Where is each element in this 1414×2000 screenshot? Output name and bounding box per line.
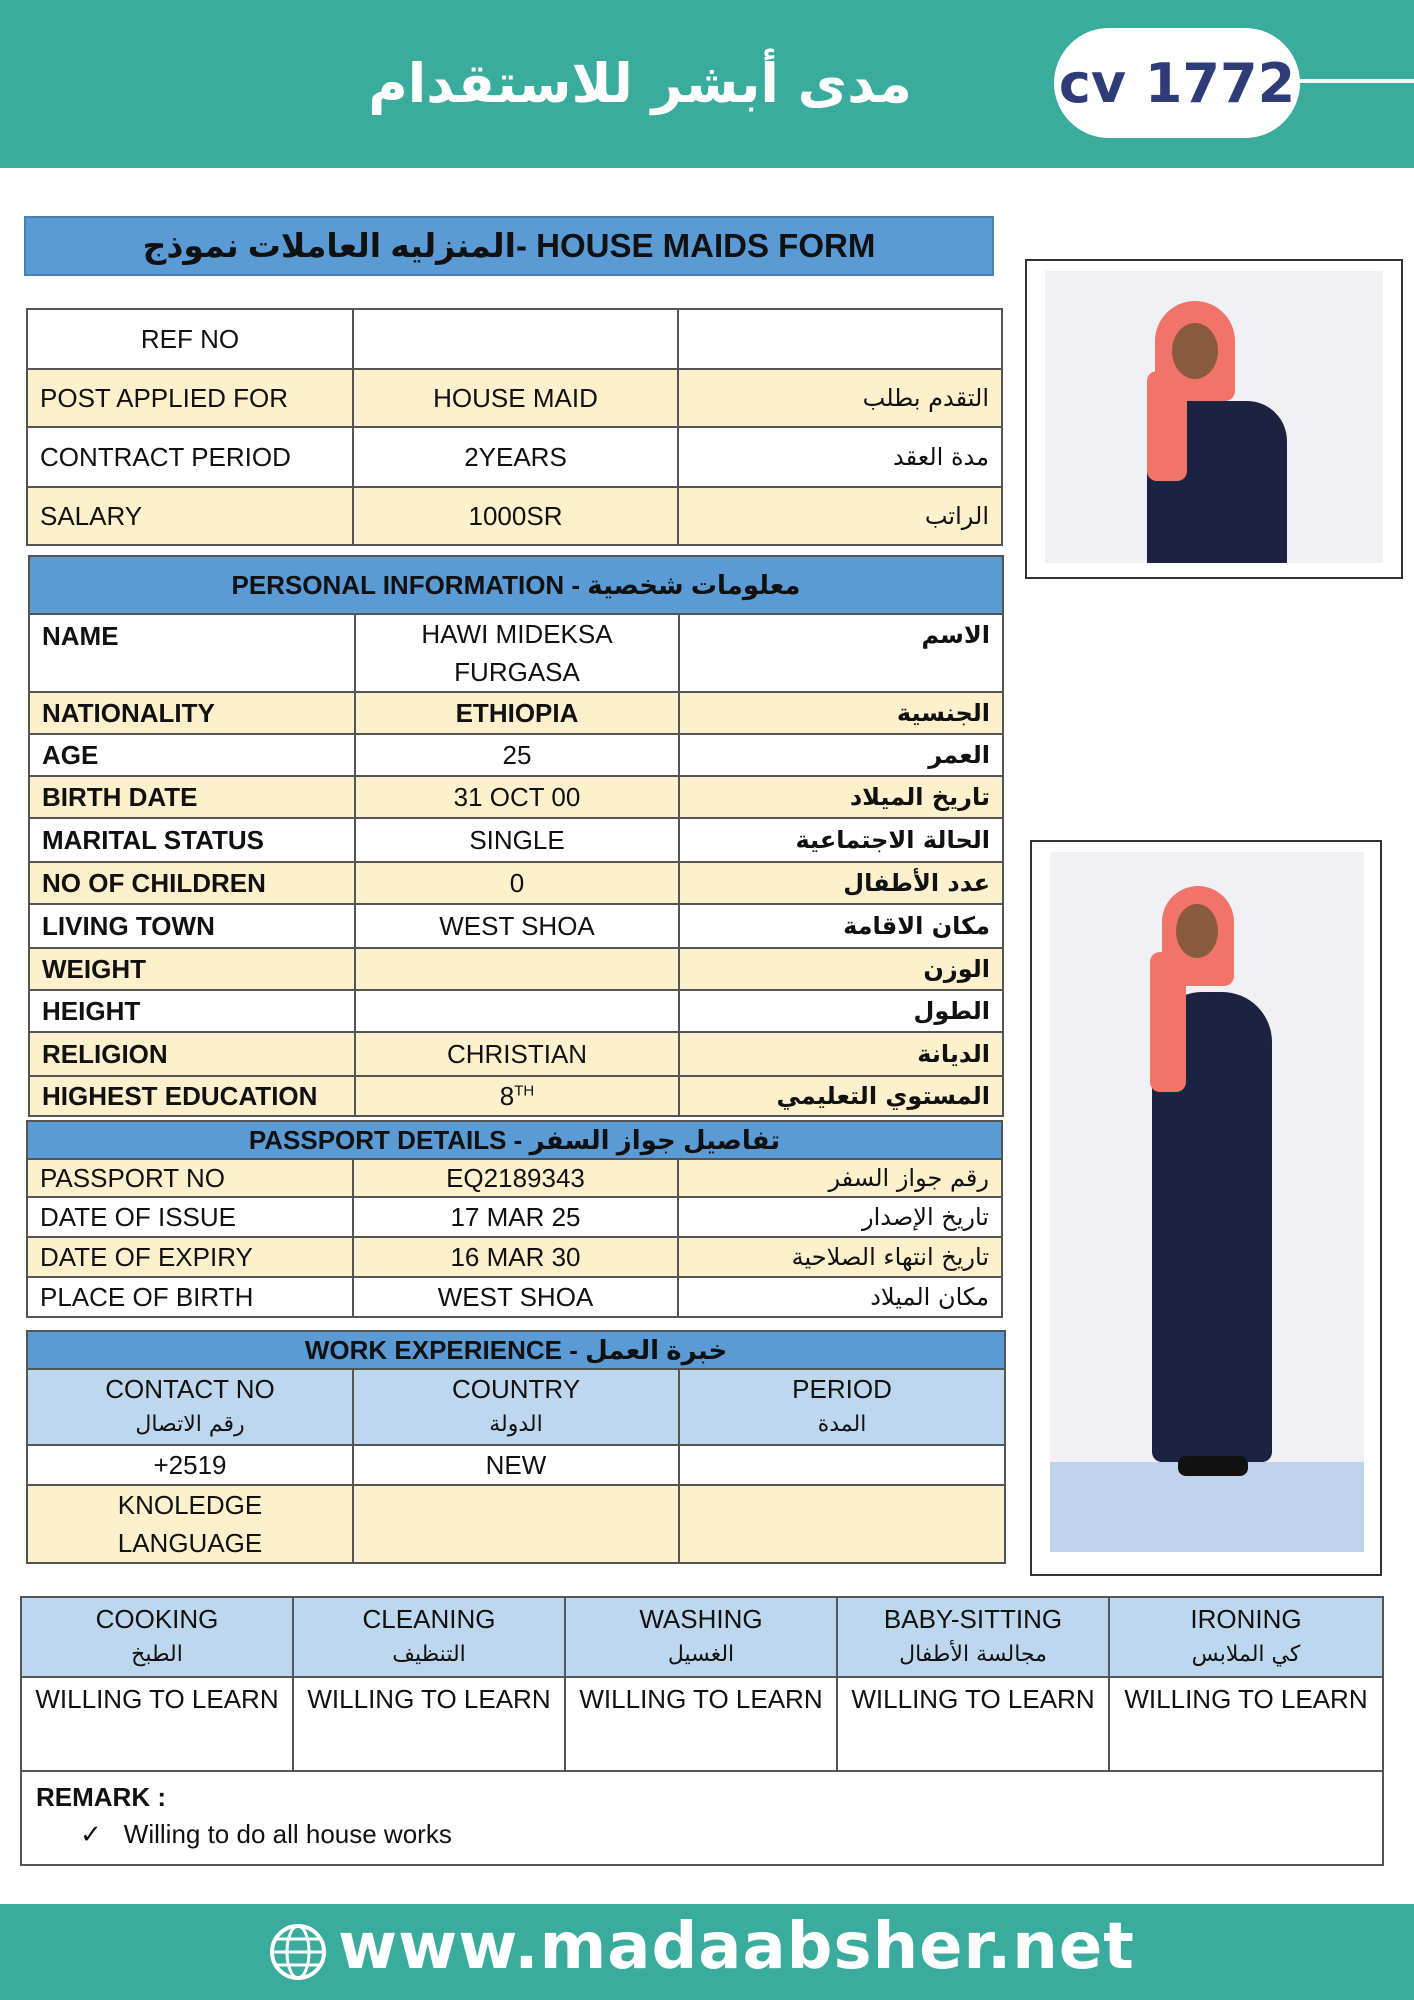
- job-details-table: [26, 308, 1003, 546]
- height-label: HEIGHT: [29, 990, 355, 1032]
- table-row: [21, 1771, 1383, 1865]
- country-label: COUNTRY: [451, 1374, 581, 1404]
- skill-babysitting-value: WILLING TO LEARN: [837, 1677, 1109, 1771]
- table-row: [27, 427, 1002, 487]
- website-link[interactable]: www.madaabsher.net: [338, 1910, 1135, 1984]
- form-title: المنزليه العاملات نموذج- HOUSE MAIDS FORM: [24, 216, 994, 276]
- skill-cooking-arabic: الطبخ: [131, 1642, 183, 1667]
- language-label: LANGUAGE: [117, 1528, 263, 1558]
- birth-date-arabic: تاريخ الميلاد: [679, 776, 1003, 818]
- place-of-birth-label: PLACE OF BIRTH: [27, 1277, 353, 1317]
- name-arabic: الاسم: [679, 614, 1003, 692]
- period-arabic: المدة: [817, 1412, 867, 1437]
- salary-arabic: الراتب: [678, 487, 1002, 545]
- cv-number-badge: cv 1772: [1054, 28, 1300, 138]
- period-header: [679, 1369, 1005, 1445]
- table-row: [27, 1369, 1005, 1445]
- height-value: [355, 990, 679, 1032]
- age-value: 25: [355, 734, 679, 776]
- portrait-face: [1172, 323, 1218, 379]
- globe-icon: [268, 1922, 328, 1982]
- issue-date-arabic: تاريخ الإصدار: [678, 1197, 1002, 1237]
- period-value: [679, 1445, 1005, 1485]
- post-applied-value: HOUSE MAID: [353, 369, 678, 427]
- table-row: [29, 948, 1003, 990]
- portrait-scarf-drape: [1147, 371, 1187, 481]
- living-town-label: LIVING TOWN: [29, 904, 355, 948]
- table-row: [27, 1331, 1005, 1369]
- education-value: [355, 1076, 679, 1116]
- skill-ironing-value: WILLING TO LEARN: [1109, 1677, 1383, 1771]
- marital-status-arabic: الحالة الاجتماعية: [679, 818, 1003, 862]
- country-arabic: الدولة: [489, 1412, 543, 1437]
- birth-date-label: BIRTH DATE: [29, 776, 355, 818]
- age-arabic: العمر: [679, 734, 1003, 776]
- table-row: [27, 487, 1002, 545]
- table-row: [27, 1445, 1005, 1485]
- weight-value: [355, 948, 679, 990]
- table-row: [29, 818, 1003, 862]
- table-row: [29, 1076, 1003, 1116]
- company-title: مدى أبشر للاستقدام: [368, 52, 912, 115]
- table-row: [27, 1277, 1002, 1317]
- personal-info-heading: PERSONAL INFORMATION - معلومات شخصية: [29, 556, 1003, 614]
- place-of-birth-value: WEST SHOA: [353, 1277, 678, 1317]
- skill-cleaning-label: CLEANING: [362, 1604, 496, 1634]
- education-arabic: المستوي التعليمي: [679, 1076, 1003, 1116]
- passport-table: [26, 1120, 1003, 1318]
- skill-cooking-value: WILLING TO LEARN: [21, 1677, 293, 1771]
- knowledge-label: KNOLEDGE: [117, 1490, 263, 1520]
- place-of-birth-arabic: مكان الميلاد: [678, 1277, 1002, 1317]
- birth-date-value: 31 OCT 00: [355, 776, 679, 818]
- age-label: AGE: [29, 734, 355, 776]
- remark-text: Willing to do all house works: [123, 1819, 452, 1849]
- header-divider-line: [1290, 79, 1414, 83]
- education-number: 8: [499, 1080, 515, 1111]
- table-row: [27, 369, 1002, 427]
- ref-no-value: [353, 309, 678, 369]
- salary-label: SALARY: [27, 487, 353, 545]
- contact-no-arabic: رقم الاتصال: [135, 1412, 245, 1437]
- contract-period-arabic: مدة العقد: [678, 427, 1002, 487]
- full-body-feet: [1178, 1456, 1248, 1476]
- table-row: [27, 1159, 1002, 1197]
- name-line-2: FURGASA: [454, 657, 580, 687]
- skill-babysitting-header: [837, 1597, 1109, 1677]
- expiry-date-arabic: تاريخ انتهاء الصلاحية: [678, 1237, 1002, 1277]
- issue-date-label: DATE OF ISSUE: [27, 1197, 353, 1237]
- religion-label: RELIGION: [29, 1032, 355, 1076]
- name-line-1: HAWI MIDEKSA: [421, 619, 613, 649]
- passport-no-arabic: رقم جواز السفر: [678, 1159, 1002, 1197]
- skill-washing-arabic: الغسيل: [667, 1642, 735, 1667]
- expiry-date-label: DATE OF EXPIRY: [27, 1237, 353, 1277]
- nationality-label: NATIONALITY: [29, 692, 355, 734]
- skills-table: [20, 1596, 1384, 1866]
- children-value: 0: [355, 862, 679, 904]
- checkmark-icon: ✓: [80, 1820, 102, 1850]
- post-applied-label: POST APPLIED FOR: [27, 369, 353, 427]
- name-label: NAME: [29, 614, 355, 692]
- table-row: [29, 990, 1003, 1032]
- ref-no-label: REF NO: [27, 309, 353, 369]
- country-value: NEW: [353, 1445, 679, 1485]
- skill-washing-label: WASHING: [639, 1604, 763, 1634]
- religion-value: CHRISTIAN: [355, 1032, 679, 1076]
- passport-no-label: PASSPORT NO: [27, 1159, 353, 1197]
- nationality-value: ETHIOPIA: [355, 692, 679, 734]
- education-suffix: TH: [514, 1081, 535, 1099]
- knowledge-language-cell: [27, 1485, 353, 1563]
- contact-no-header: [27, 1369, 353, 1445]
- living-town-arabic: مكان الاقامة: [679, 904, 1003, 948]
- skill-ironing-label: IRONING: [1190, 1604, 1302, 1634]
- skill-cooking-label: COOKING: [95, 1604, 219, 1634]
- height-arabic: الطول: [679, 990, 1003, 1032]
- table-row: [27, 309, 1002, 369]
- table-row: [27, 1237, 1002, 1277]
- name-value: [355, 614, 679, 692]
- skill-ironing-header: [1109, 1597, 1383, 1677]
- table-row: [29, 904, 1003, 948]
- country-header: [353, 1369, 679, 1445]
- contract-period-label: CONTRACT PERIOD: [27, 427, 353, 487]
- table-row: [29, 556, 1003, 614]
- skill-cleaning-header: [293, 1597, 565, 1677]
- table-row: [29, 692, 1003, 734]
- skill-ironing-arabic: كي الملابس: [1191, 1642, 1301, 1667]
- full-body-photo: [1030, 840, 1382, 1576]
- full-body-face: [1176, 904, 1218, 958]
- skill-cleaning-value: WILLING TO LEARN: [293, 1677, 565, 1771]
- weight-arabic: الوزن: [679, 948, 1003, 990]
- education-label: HIGHEST EDUCATION: [29, 1076, 355, 1116]
- weight-label: WEIGHT: [29, 948, 355, 990]
- table-row: [27, 1197, 1002, 1237]
- skill-babysitting-arabic: مجالسة الأطفال: [899, 1642, 1047, 1667]
- table-row: [29, 862, 1003, 904]
- table-row: [29, 1032, 1003, 1076]
- period-label: PERIOD: [792, 1374, 892, 1404]
- skill-washing-header: [565, 1597, 837, 1677]
- table-row: [27, 1485, 1005, 1563]
- knowledge-value: [353, 1485, 679, 1563]
- living-town-value: WEST SHOA: [355, 904, 679, 948]
- remark-label: REMARK :: [36, 1782, 166, 1812]
- marital-status-value: SINGLE: [355, 818, 679, 862]
- contact-value: +2519: [27, 1445, 353, 1485]
- nationality-arabic: الجنسية: [679, 692, 1003, 734]
- skill-cooking-header: [21, 1597, 293, 1677]
- table-row: [21, 1677, 1383, 1771]
- post-applied-arabic: التقدم بطلب: [678, 369, 1002, 427]
- table-row: [29, 614, 1003, 692]
- table-row: [27, 1121, 1002, 1159]
- ref-no-arabic: [678, 309, 1002, 369]
- children-arabic: عدد الأطفال: [679, 862, 1003, 904]
- remark-item: [36, 1819, 1368, 1850]
- religion-arabic: الديانة: [679, 1032, 1003, 1076]
- work-experience-heading: WORK EXPERIENCE - خبرة العمل: [27, 1331, 1005, 1369]
- issue-date-value: 17 MAR 25: [353, 1197, 678, 1237]
- portrait-photo: [1025, 259, 1403, 579]
- salary-value: 1000SR: [353, 487, 678, 545]
- contact-no-label: CONTACT NO: [105, 1374, 275, 1404]
- remark-cell: [21, 1771, 1383, 1865]
- personal-info-table: [28, 555, 1004, 1117]
- passport-heading: PASSPORT DETAILS - تفاصيل جواز السفر: [27, 1121, 1002, 1159]
- work-experience-table: [26, 1330, 1006, 1564]
- skill-cleaning-arabic: التنظيف: [392, 1642, 466, 1667]
- skill-washing-value: WILLING TO LEARN: [565, 1677, 837, 1771]
- passport-no-value: EQ2189343: [353, 1159, 678, 1197]
- table-row: [21, 1597, 1383, 1677]
- marital-status-label: MARITAL STATUS: [29, 818, 355, 862]
- table-row: [29, 776, 1003, 818]
- skill-babysitting-label: BABY-SITTING: [883, 1604, 1063, 1634]
- full-body-scarf-drape: [1150, 952, 1186, 1092]
- contract-period-value: 2YEARS: [353, 427, 678, 487]
- expiry-date-value: 16 MAR 30: [353, 1237, 678, 1277]
- children-label: NO OF CHILDREN: [29, 862, 355, 904]
- knowledge-extra: [679, 1485, 1005, 1563]
- table-row: [29, 734, 1003, 776]
